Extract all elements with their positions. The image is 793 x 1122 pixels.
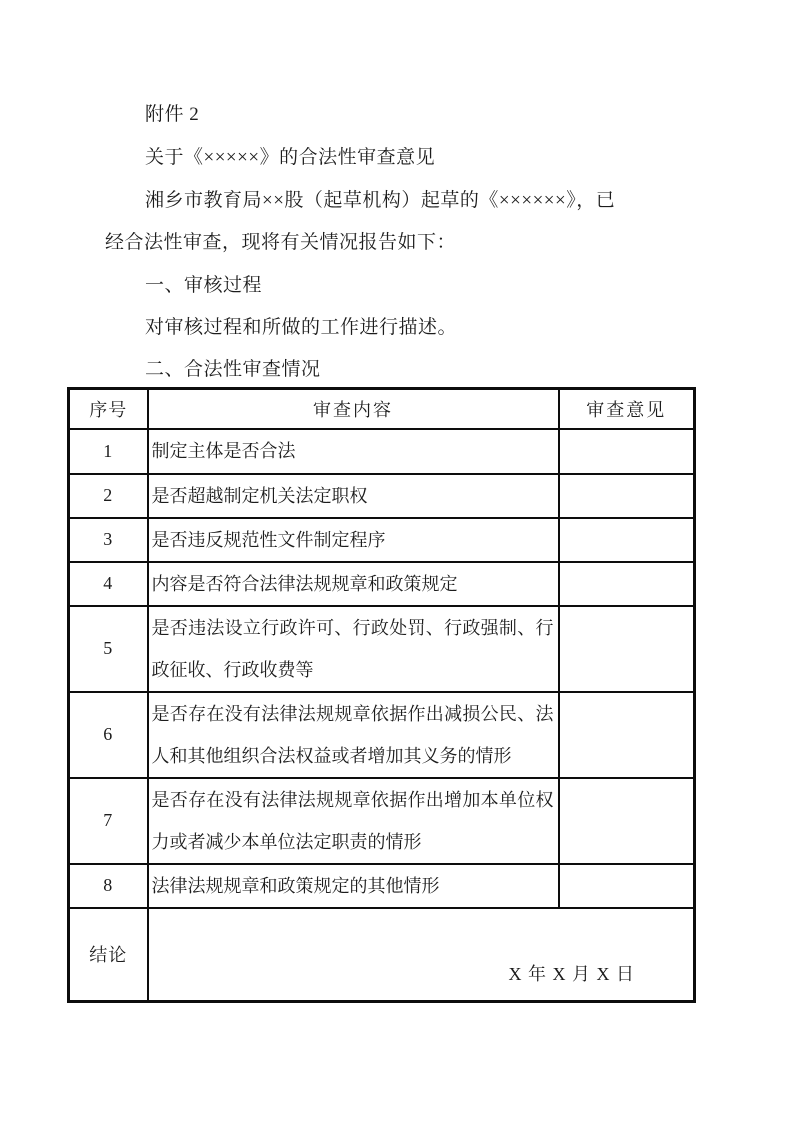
- header-content: 审查内容: [148, 389, 559, 429]
- legality-review-table: [67, 387, 696, 1003]
- section-heading-review-status: 二、合法性审查情况: [145, 359, 321, 380]
- section-heading-review-process: 一、审核过程: [145, 275, 263, 296]
- table-row: [69, 474, 695, 518]
- row-opinion: [559, 429, 695, 474]
- row-content: 是否存在没有法律法规规章依据作出减损公民、法人和其他组织合法权益或者增加其义务的情形: [148, 692, 559, 778]
- row-opinion: [559, 518, 695, 562]
- row-opinion: [559, 692, 695, 778]
- row-number: 7: [69, 778, 148, 864]
- row-number: 2: [69, 474, 148, 518]
- conclusion-content-cell: [148, 908, 695, 1002]
- header-no: 序号: [69, 389, 148, 429]
- document-title: 关于《×××××》的合法性审查意见: [145, 147, 436, 168]
- row-content: 是否存在没有法律法规规章依据作出增加本单位权力或者减少本单位法定职责的情形: [148, 778, 559, 864]
- row-content: 是否违法设立行政许可、行政处罚、行政强制、行政征收、行政收费等: [148, 606, 559, 692]
- row-number: 4: [69, 562, 148, 606]
- conclusion-label: 结论: [69, 908, 148, 1002]
- row-opinion: [559, 606, 695, 692]
- row-opinion: [559, 864, 695, 908]
- row-number: 1: [69, 429, 148, 474]
- table-row: [69, 562, 695, 606]
- row-content: 内容是否符合法律法规规章和政策规定: [148, 562, 559, 606]
- table-header-row: [69, 389, 695, 429]
- row-number: 8: [69, 864, 148, 908]
- row-content: 法律法规规章和政策规定的其他情形: [148, 864, 559, 908]
- table-row: [69, 692, 695, 778]
- row-content: 制定主体是否合法: [148, 429, 559, 474]
- table-row: [69, 864, 695, 908]
- table-row: [69, 429, 695, 474]
- conclusion-row: [69, 908, 695, 1002]
- body-paragraph-line: 经合法性审查，现将有关情况报告如下：: [105, 232, 457, 253]
- row-number: 6: [69, 692, 148, 778]
- header-opinion: 审查意见: [559, 389, 695, 429]
- table-row: [69, 778, 695, 864]
- body-paragraph-line: 湘乡市教育局××股（起草机构）起草的《××××××》，已: [145, 190, 616, 211]
- row-opinion: [559, 474, 695, 518]
- row-number: 5: [69, 606, 148, 692]
- row-content: 是否违反规范性文件制定程序: [148, 518, 559, 562]
- row-number: 3: [69, 518, 148, 562]
- row-opinion: [559, 562, 695, 606]
- conclusion-date: X 年 X 月 X 日: [508, 964, 635, 984]
- row-content: 是否超越制定机关法定职权: [148, 474, 559, 518]
- body-paragraph-line: 对审核过程和所做的工作进行描述。: [145, 317, 458, 338]
- row-opinion: [559, 778, 695, 864]
- attachment-label: 附件 2: [145, 104, 200, 125]
- table-row: [69, 606, 695, 692]
- table-row: [69, 518, 695, 562]
